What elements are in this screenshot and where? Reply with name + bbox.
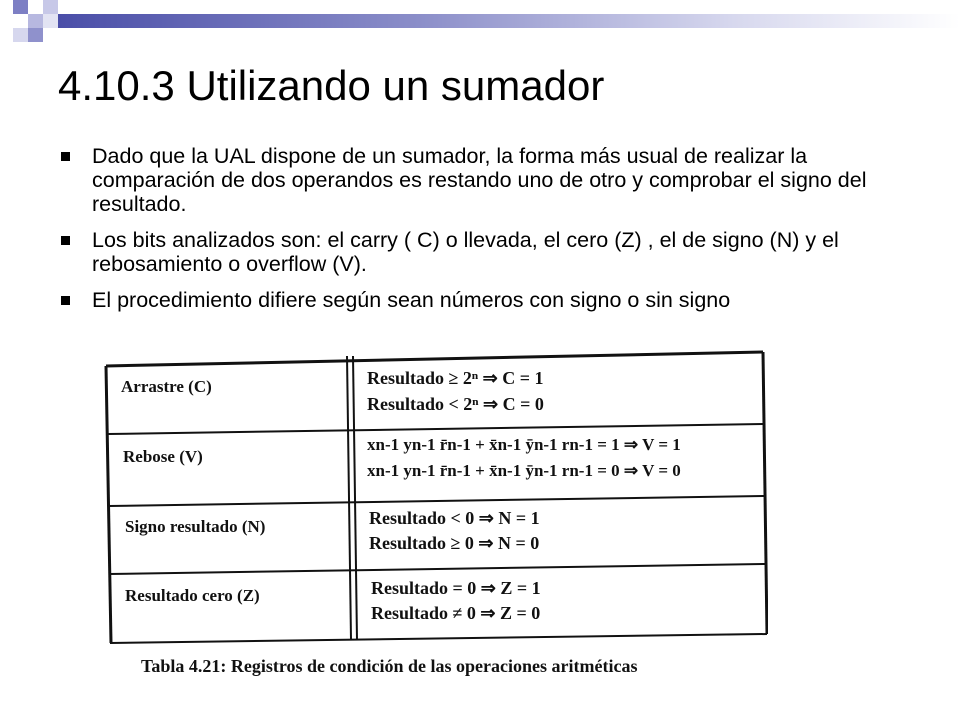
bullet-item — [58, 228, 918, 276]
row-formula: Resultado < 0 ⇒ N = 1 — [369, 508, 540, 528]
bullet-text: El procedimiento difiere según sean números con signo o sin signo — [92, 288, 731, 312]
bullet-item — [58, 144, 918, 216]
table-scan — [103, 344, 768, 693]
bullet-square-icon — [61, 152, 70, 161]
decor-square — [43, 0, 58, 14]
bullet-square-icon — [61, 296, 70, 305]
row-formula: Resultado = 0 ⇒ Z = 1 — [371, 578, 541, 598]
table-caption: Tabla 4.21: Registros de condición de las operaciones aritméticas — [141, 656, 638, 676]
condition-flags-table — [103, 344, 768, 693]
row-label: Rebose (V) — [123, 447, 203, 466]
row-formula: xn-1 yn-1 r̄n-1 + x̄n-1 ȳn-1 rn-1 = 0 ⇒ V = 0 — [367, 461, 681, 480]
row-formula: xn-1 yn-1 r̄n-1 + x̄n-1 ȳn-1 rn-1 = 1 ⇒ V = 1 — [367, 435, 681, 454]
decor-square — [28, 14, 43, 28]
decor-square — [13, 14, 28, 28]
row-formula: Resultado < 2ⁿ ⇒ C = 0 — [367, 394, 544, 414]
row-formula: Resultado ≠ 0 ⇒ Z = 0 — [371, 603, 541, 623]
slide-title: 4.10.3 Utilizando un sumador — [58, 62, 605, 109]
bullet-item — [58, 288, 918, 312]
row-formula: Resultado ≥ 0 ⇒ N = 0 — [369, 533, 540, 553]
header-gradient-bar — [58, 14, 960, 28]
bullet-text: Los bits analizados son: el carry ( C) o llevada, el cero (Z) , el de signo (N) y el rebosamiento o overflow (V). — [92, 228, 839, 276]
bullet-list — [58, 144, 918, 324]
bullet-square-icon — [61, 236, 70, 245]
decor-square — [13, 28, 28, 42]
decor-square — [13, 0, 28, 14]
decor-square — [28, 28, 43, 42]
row-label: Signo resultado (N) — [125, 517, 266, 536]
bullet-text: Dado que la UAL dispone de un sumador, la forma más usual de realizar la comparación de dos operandos es restando uno de otro y comprobar el signo del resultado. — [92, 144, 867, 216]
row-label: Arrastre (C) — [121, 377, 212, 396]
row-formula: Resultado ≥ 2ⁿ ⇒ C = 1 — [367, 368, 544, 388]
decor-square — [43, 14, 58, 28]
row-label: Resultado cero (Z) — [125, 586, 260, 605]
